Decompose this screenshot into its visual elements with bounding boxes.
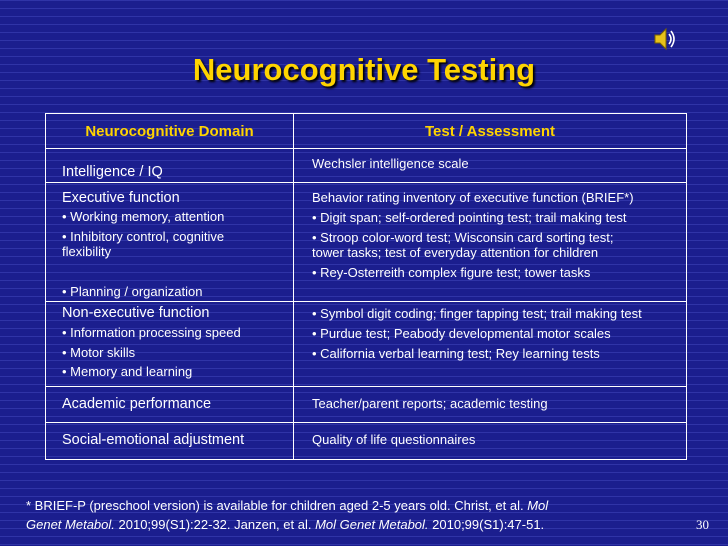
test-sub-item: • Digit span; self-ordered pointing test; trail making test <box>312 210 627 225</box>
footnote <box>26 496 548 534</box>
domain-cell: Executive function <box>62 190 180 206</box>
footnote-text: 2010;99(S1):47-51. <box>428 517 545 532</box>
domain-sub-item: • Working memory, attention <box>62 209 225 224</box>
domain-cell: Academic performance <box>62 396 212 412</box>
test-sub-item: • California verbal learning test; Rey learning tests <box>312 346 600 361</box>
table-row <box>46 183 687 302</box>
slide-title: Neurocognitive Testing <box>192 52 536 87</box>
footnote-text: * BRIEF-P (preschool version) is available for children aged 2-5 years old. Christ, et al. <box>26 498 528 513</box>
test-cell: Quality of life questionnaires <box>312 432 476 447</box>
domain-sub-item: flexibility <box>62 244 112 259</box>
speaker-icon[interactable] <box>651 25 679 53</box>
test-sub-item: • Rey-Osterreith complex figure test; tower tasks <box>312 265 591 280</box>
domain-sub-item: • Inhibitory control, cognitive <box>62 229 225 244</box>
domain-sub-item: • Memory and learning <box>62 364 193 379</box>
footnote-journal: Mol Genet Metabol. <box>315 517 429 532</box>
test-sub-item: • Purdue test; Peabody developmental motor scales <box>312 326 611 341</box>
footnote-text: 2010;99(S1):22-32. Janzen, et al. <box>114 517 316 532</box>
test-sub-item: • Stroop color-word test; Wisconsin card sorting test; <box>312 230 614 245</box>
test-sub-item: tower tasks; test of everyday attention for children <box>312 245 599 260</box>
domain-sub-item: • Information processing speed <box>62 325 241 340</box>
neurocognitive-table <box>45 113 687 460</box>
header-domain: Neurocognitive Domain <box>46 114 294 149</box>
table-row <box>46 423 687 460</box>
test-cell: Wechsler intelligence scale <box>312 156 469 171</box>
footnote-journal: Mol <box>527 498 549 513</box>
domain-sub-item: • Motor skills <box>62 345 136 360</box>
table-row <box>46 302 687 387</box>
test-sub-item: • Symbol digit coding; finger tapping test; trail making test <box>312 306 642 321</box>
header-test: Test / Assessment <box>294 114 687 149</box>
table-header-row <box>46 114 687 149</box>
domain-cell: Non-executive function <box>62 305 210 321</box>
test-cell: Teacher/parent reports; academic testing <box>312 396 548 411</box>
footnote-journal: Genet Metabol. <box>26 517 115 532</box>
test-cell: Behavior rating inventory of executive function (BRIEF*) <box>312 190 634 205</box>
domain-sub-item: • Planning / organization <box>62 284 203 299</box>
domain-cell: Intelligence / IQ <box>62 164 163 180</box>
table-row <box>46 387 687 423</box>
domain-cell: Social-emotional adjustment <box>62 432 245 448</box>
table-row <box>46 149 687 183</box>
page-number: 30 <box>696 517 709 532</box>
